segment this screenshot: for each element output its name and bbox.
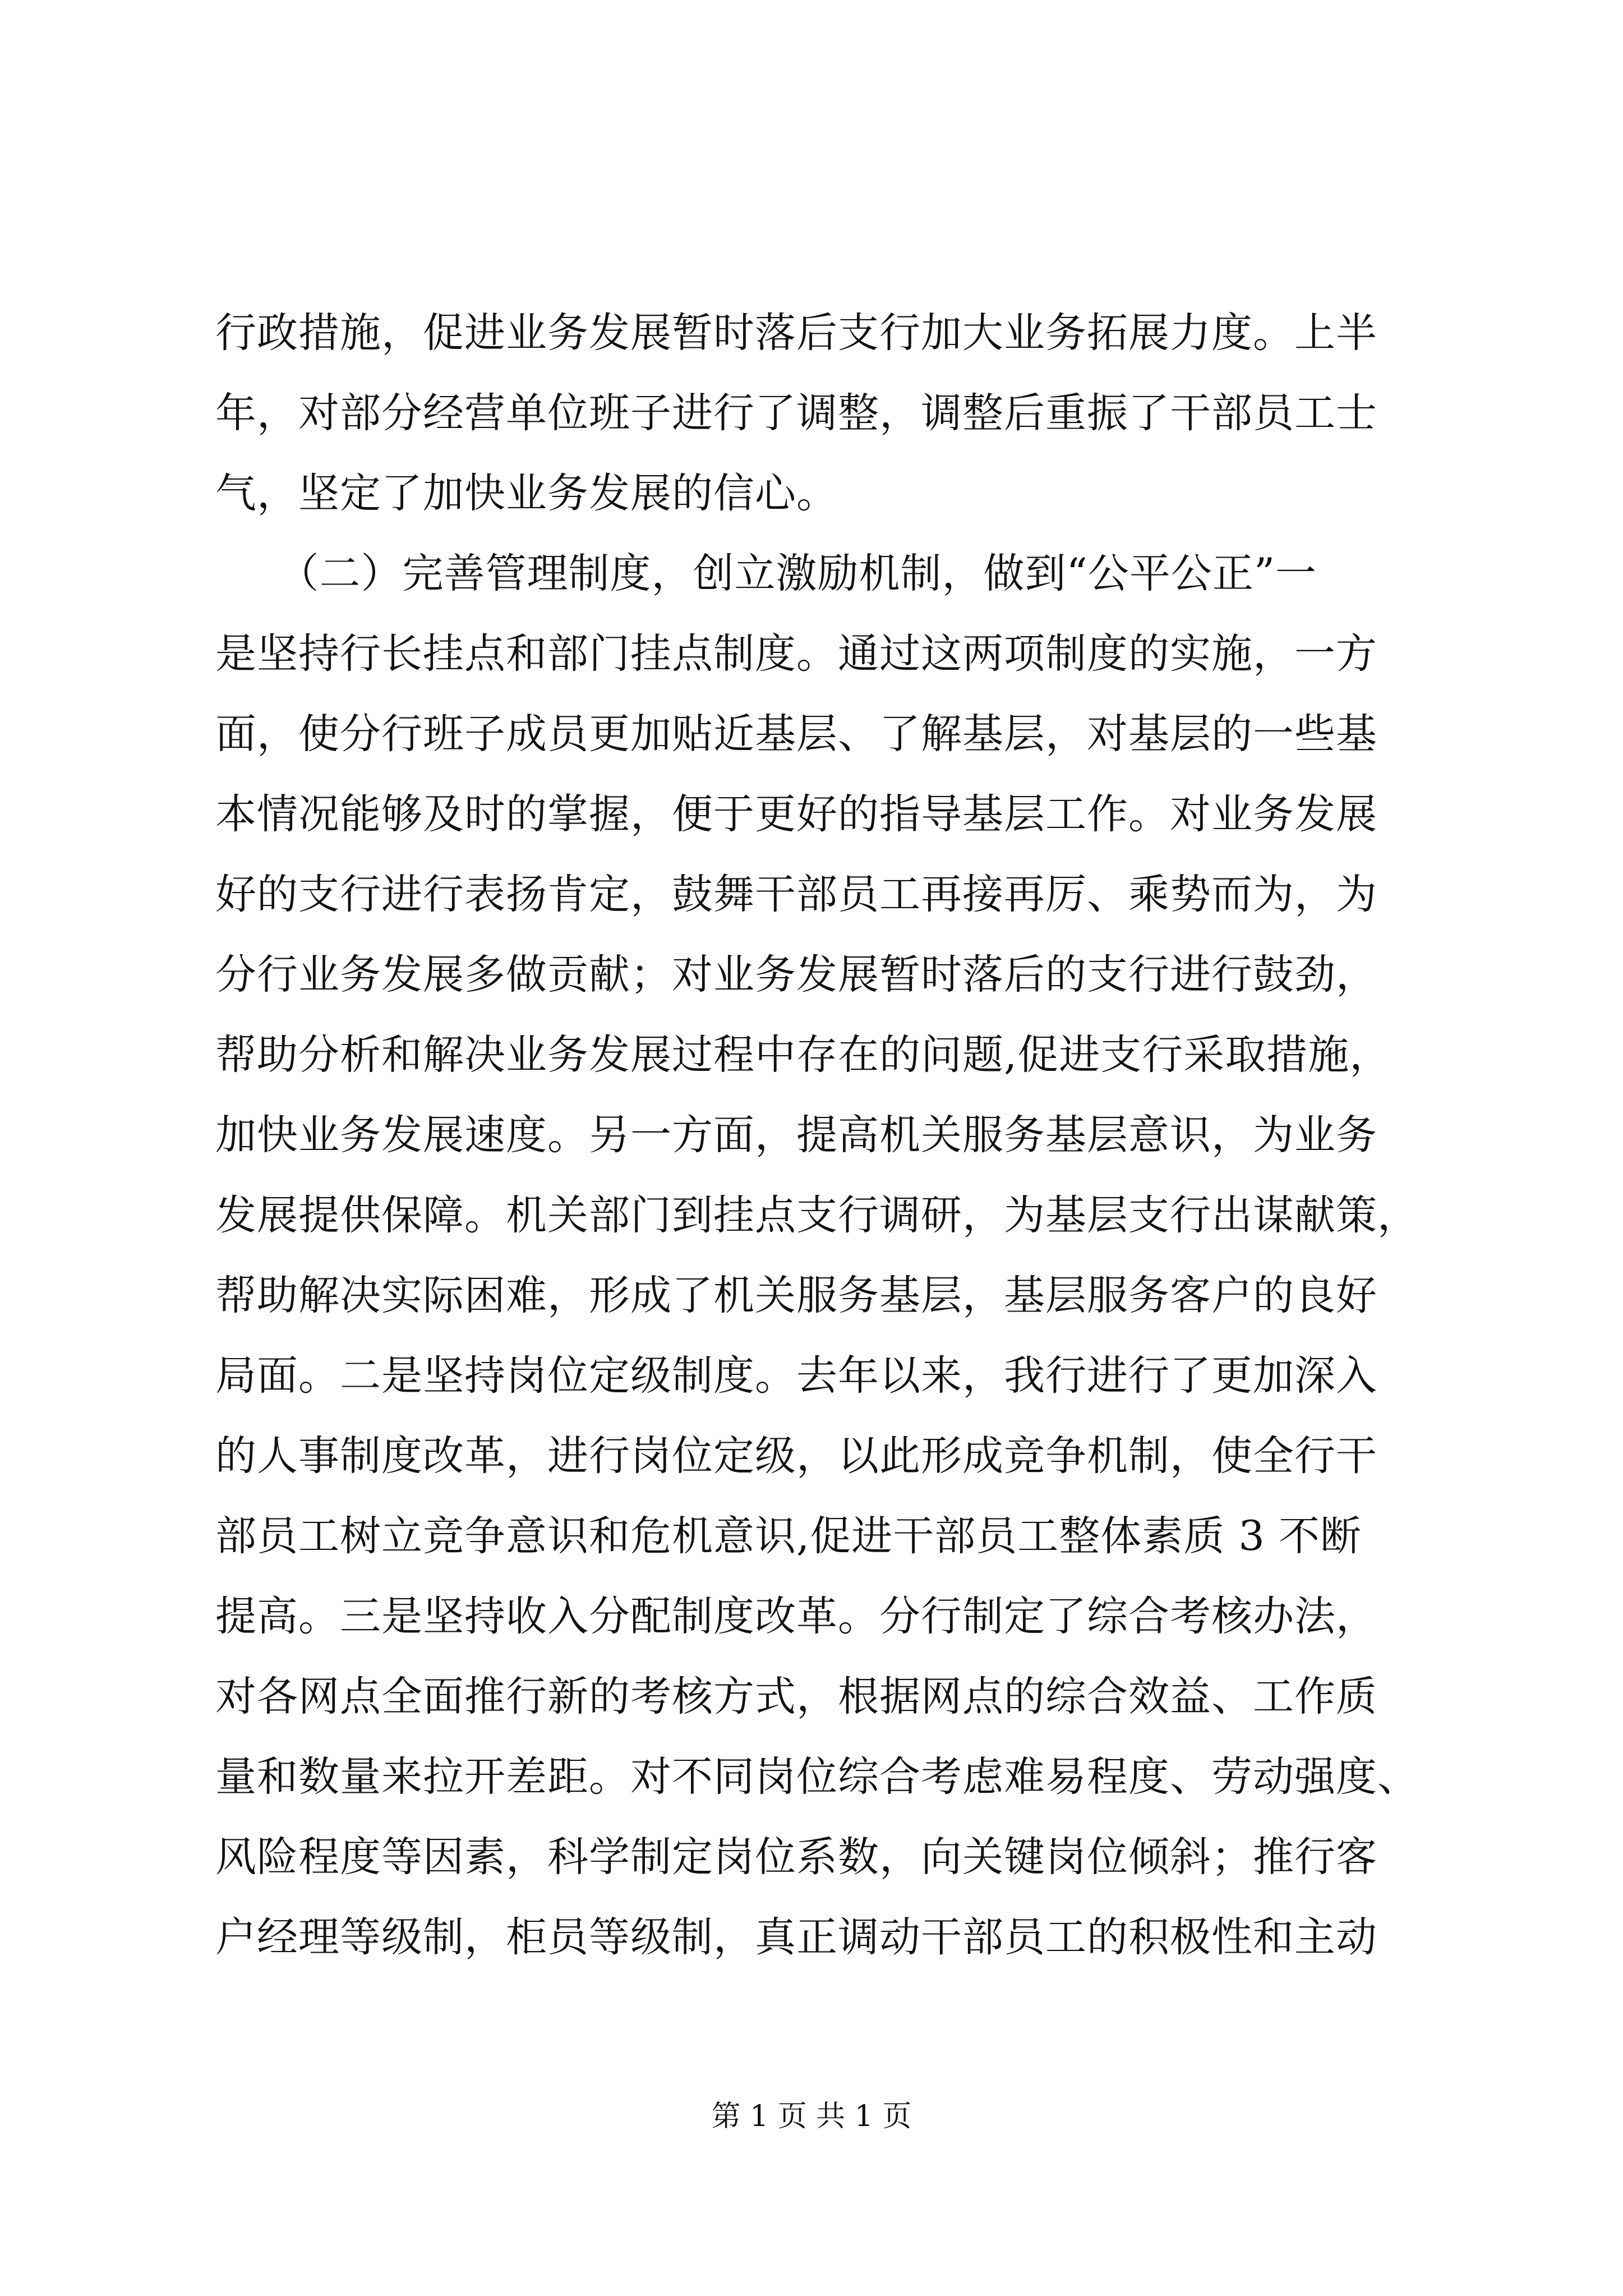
text-line: 提高。三是坚持收入分配制度改革。分行制定了综合考核办法，: [215, 1593, 1377, 1640]
text-line: 帮助解决实际困难，形成了机关服务基层，基层服务客户的良好: [215, 1272, 1377, 1319]
text-line: （二）完善管理制度，创立激励机制，做到“公平公正”一: [215, 550, 1317, 597]
text-line: 风险程度等因素，科学制定岗位系数，向关键岗位倾斜；推行客: [215, 1833, 1377, 1881]
body-text: [215, 293, 1444, 1977]
page-number-footer: 第 1 页 共 1 页: [711, 2100, 912, 2133]
text-line: 量和数量来拉开差距。对不同岗位综合考虑难易程度、劳动强度、: [215, 1753, 1419, 1801]
text-line: 帮助分析和解决业务发展过程中存在的问题,促进支行采取措施，: [215, 1031, 1391, 1079]
text-line: 行政措施，促进业务发展暂时落后支行加大业务拓展力度。上半: [215, 309, 1377, 357]
text-line: 面，使分行班子成员更加贴近基层、了解基层，对基层的一些基: [215, 710, 1377, 758]
text-line: 加快业务发展速度。另一方面，提高机关服务基层意识，为业务: [215, 1111, 1377, 1159]
text-line: 户经理等级制，柜员等级制，真正调动干部员工的积极性和主动: [215, 1913, 1377, 1961]
text-line: 分行业务发展多做贡献；对业务发展暂时落后的支行进行鼓劲，: [215, 951, 1377, 999]
text-line: 年，对部分经营单位班子进行了调整，调整后重振了干部员工士: [215, 389, 1377, 437]
text-line: 发展提供保障。机关部门到挂点支行调研，为基层支行出谋献策，: [215, 1191, 1419, 1239]
text-line: 本情况能够及时的掌握，便于更好的指导基层工作。对业务发展: [215, 790, 1377, 838]
text-line: 的人事制度改革，进行岗位定级，以此形成竞争机制，使全行干: [215, 1432, 1377, 1480]
text-line: 局面。二是坚持岗位定级制度。去年以来，我行进行了更加深入: [215, 1352, 1377, 1400]
text-line: 好的支行进行表扬肯定，鼓舞干部员工再接再厉、乘势而为，为: [215, 871, 1377, 918]
text-line: 部员工树立竞争意识和危机意识,促进干部员工整体素质 3 不断: [215, 1512, 1362, 1560]
text-line: 对各网点全面推行新的考核方式，根据网点的综合效益、工作质: [215, 1673, 1377, 1720]
text-line: 气，坚定了加快业务发展的信心。: [215, 470, 838, 517]
text-line: 是坚持行长挂点和部门挂点制度。通过这两项制度的实施，一方: [215, 630, 1377, 678]
